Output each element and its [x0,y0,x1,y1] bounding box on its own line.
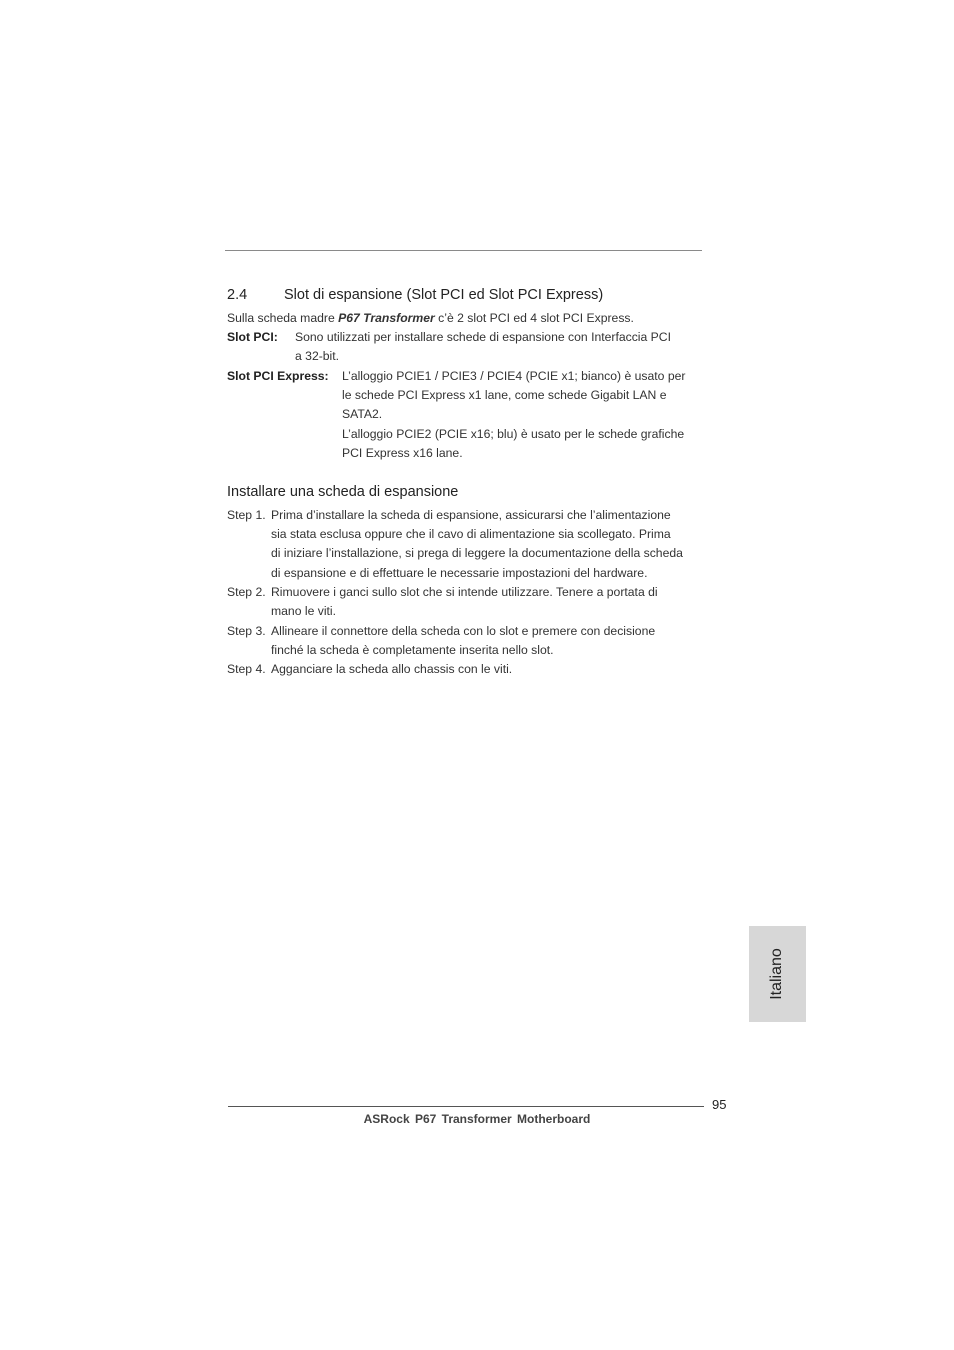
step-3-label: Step 3. [227,624,266,638]
slot-pcie-description: L’alloggio PCIE1 / PCIE3 / PCIE4 (PCIE x1; bianco) è usato per le schede PCI Express x1 lane, come schede Gigabit LAN e SATA2. L’alloggio PCIE2 (PCIE x16; blu) è usato per le schede grafiche PCI Express x16 lane. [342,369,686,460]
section-number: 2.4 [227,287,248,303]
top-rule [225,250,702,251]
slot-pcie-label: Slot PCI Express: [227,369,329,383]
step-2-label: Step 2. [227,585,266,599]
step-3-text: Allineare il connettore della scheda con lo slot e premere con decisione finché la scheda è completamente inserita nello slot. [271,624,656,658]
section-heading [227,287,603,303]
page-number: 95 [712,1097,727,1112]
slot-pci-description: Sono utilizzati per installare schede di espansione con Interfaccia PCI a 32-bit. [295,330,671,364]
slot-pci-label: Slot PCI: [227,330,278,344]
step-2-text: Rimuovere i ganci sullo slot che si intende utilizzare. Tenere a portata di mano le viti. [271,585,658,619]
intro-paragraph: Sulla scheda madre P67 Transformer c’è 2 slot PCI ed 4 slot PCI Express. [227,311,634,325]
section-title: Slot di espansione (Slot PCI ed Slot PCI Express) [284,287,604,303]
install-heading: Installare una scheda di espansione [227,484,459,500]
step-1-label: Step 1. [227,508,266,522]
step-1-text: Prima d’installare la scheda di espansione, assicurarsi che l’alimentazione sia stata esclusa oppure che il cavo di alimentazione sia scollegato. Prima di iniziare l’installazione, si prega di leggere la documentazione della scheda di espansione e di effettuare le necessarie impostazioni del hardware. [271,508,683,580]
product-name: P67 Transformer [338,311,435,325]
step-4-text: Agganciare la scheda allo chassis con le viti. [271,662,513,676]
language-tab-label: Italiano [768,948,785,1000]
step-4-label: Step 4. [227,662,266,676]
footer-rule [228,1106,704,1107]
footer-text: ASRock P67 Transformer Motherboard [363,1112,591,1126]
language-side-tab [749,926,806,1022]
